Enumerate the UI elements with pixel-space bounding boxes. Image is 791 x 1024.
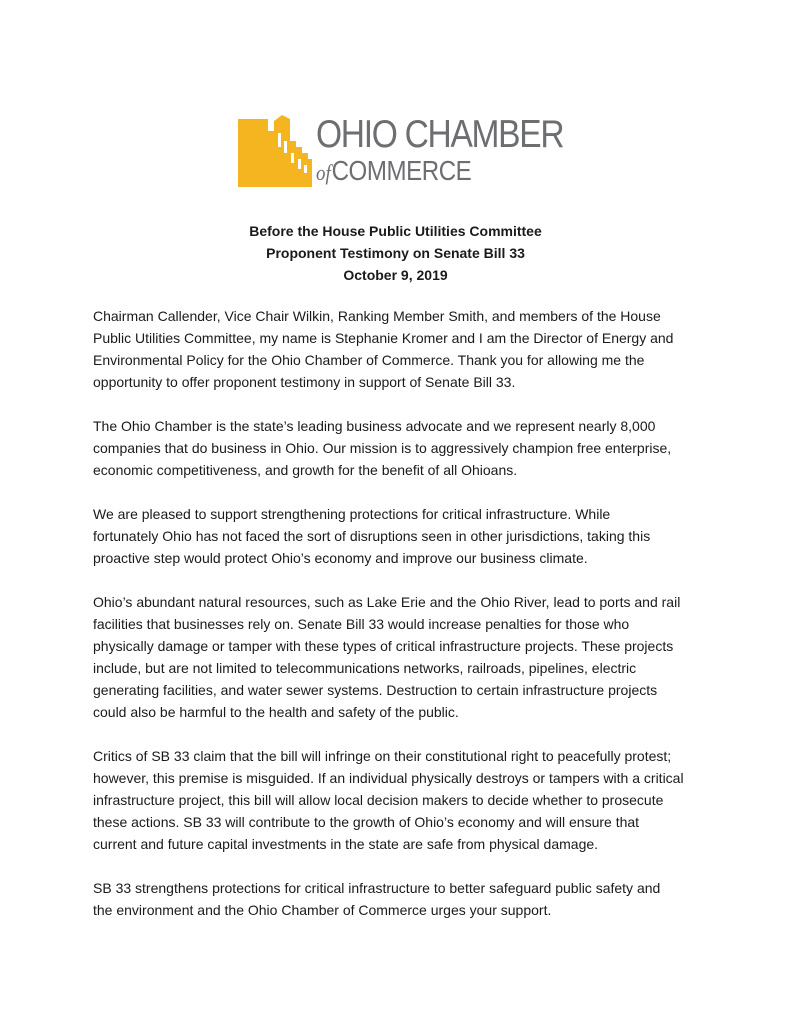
paragraph-line: however, this premise is misguided. If an individual physically destroys or tampers with a critical: [93, 770, 684, 786]
paragraph-line: Ohio’s abundant natural resources, such as Lake Erie and the Ohio River, lead to ports and rail: [93, 594, 681, 610]
paragraph-line: companies that do business in Ohio. Our mission is to aggressively champion free enterprise,: [93, 440, 672, 456]
paragraph-line: these actions. SB 33 will contribute to the growth of Ohio’s economy and will ensure that: [93, 814, 640, 830]
body-paragraph: [93, 503, 713, 569]
body-paragraph: [93, 877, 713, 921]
paragraph-line: facilities that businesses rely on. Senate Bill 33 would increase penalties for those who: [93, 616, 630, 632]
paragraph-line: physically damage or tamper with these types of critical infrastructure projects. These projects: [93, 638, 674, 654]
body-paragraph: [93, 745, 713, 855]
paragraph-line: Chairman Callender, Vice Chair Wilkin, Ranking Member Smith, and members of the House: [93, 308, 661, 324]
body-paragraph: [93, 305, 713, 393]
logo-text-commerce: COMMERCE: [331, 155, 472, 186]
paragraph-line: fortunately Ohio has not faced the sort of disruptions seen in other jurisdictions, taking this: [93, 528, 651, 544]
heading-date: October 9, 2019: [343, 267, 448, 283]
paragraph-line: We are pleased to support strengthening protections for critical infrastructure. While: [93, 506, 611, 522]
paragraph-line: generating facilities, and water sewer systems. Destruction to certain infrastructure projects: [93, 682, 658, 698]
paragraph-line: the environment and the Ohio Chamber of Commerce urges your support.: [93, 902, 552, 918]
paragraph-line: The Ohio Chamber is the state’s leading business advocate and we represent nearly 8,000: [93, 418, 656, 434]
logo-text-of-commerce: [316, 156, 471, 188]
paragraph-line: economic competitiveness, and growth for the benefit of all Ohioans.: [93, 462, 518, 478]
document-heading: [0, 220, 791, 286]
paragraph-line: Critics of SB 33 claim that the bill will infringe on their constitutional right to peacefully protest;: [93, 748, 672, 764]
paragraph-line: opportunity to offer proponent testimony in support of Senate Bill 33.: [93, 374, 516, 390]
paragraph-line: infrastructure project, this bill will allow local decision makers to decide whether to prosecute: [93, 792, 664, 808]
paragraph-line: include, but are not limited to telecommunications networks, railroads, pipelines, electric: [93, 660, 637, 676]
paragraph-line: could also be harmful to the health and safety of the public.: [93, 704, 459, 720]
paragraph-line: Environmental Policy for the Ohio Chamber of Commerce. Thank you for allowing me the: [93, 352, 645, 368]
body-paragraph: [93, 591, 713, 723]
paragraph-line: Public Utilities Committee, my name is Stephanie Kromer and I am the Director of Energy and: [93, 330, 674, 346]
paragraph-line: SB 33 strengthens protections for critical infrastructure to better safeguard public safety and: [93, 880, 661, 896]
heading-committee: Before the House Public Utilities Committee: [249, 223, 542, 239]
heading-testimony-title: Proponent Testimony on Senate Bill 33: [266, 245, 525, 261]
paragraph-line: proactive step would protect Ohio’s economy and improve our business climate.: [93, 550, 588, 566]
ohio-chamber-logo: [238, 111, 564, 187]
logo-text-ohio-chamber: OHIO CHAMBER: [316, 113, 564, 156]
logo-text-of: of: [316, 160, 331, 185]
skyline-mark-icon: [238, 111, 314, 187]
document-body: [93, 305, 713, 943]
body-paragraph: [93, 415, 713, 481]
paragraph-line: current and future capital investments in the state are safe from physical damage.: [93, 836, 599, 852]
